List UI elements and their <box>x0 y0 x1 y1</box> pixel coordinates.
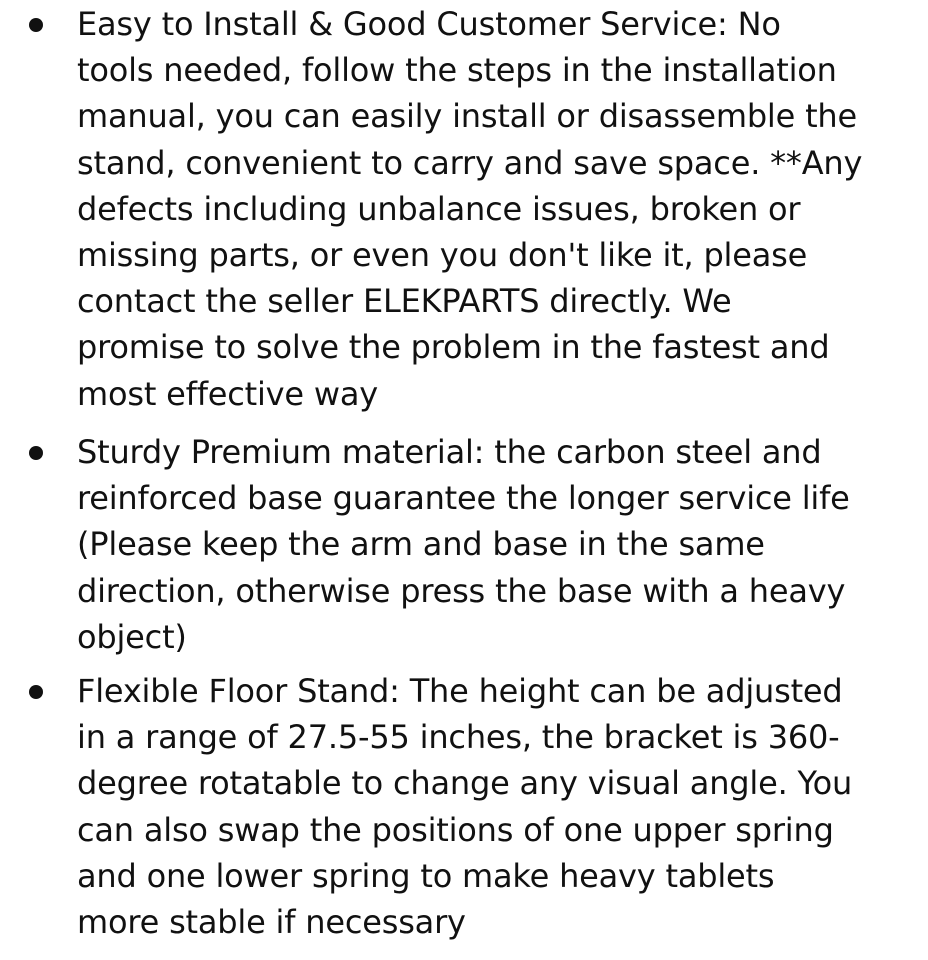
text-line: tools needed, follow the steps in the installation <box>77 51 837 90</box>
text-line: direction, otherwise press the base with a heavy <box>77 571 846 610</box>
text-line: can also swap the positions of one upper spring <box>77 810 834 849</box>
bullet-dot <box>29 18 43 32</box>
bullet-text <box>77 1 917 417</box>
text-line: Flexible Floor Stand: The height can be adjusted <box>77 672 843 710</box>
text-line: Sturdy Premium material: the carbon steel and <box>77 433 822 471</box>
text-line: contact the seller ELEKPARTS directly. We <box>77 282 732 321</box>
text-line: defects including unbalance issues, broken or <box>77 189 801 228</box>
text-line: more stable if necessary <box>77 903 466 942</box>
bullet-text <box>77 429 917 660</box>
bullet-dot <box>29 446 43 460</box>
text-line: object) <box>77 617 187 656</box>
text-line: promise to solve the problem in the fastest and <box>77 328 830 367</box>
text-line: most effective way <box>77 374 378 413</box>
text-line: reinforced base guarantee the longer service life <box>77 479 850 518</box>
text-line: missing parts, or even you don't like it, please <box>77 236 808 275</box>
bullet-text <box>77 668 917 945</box>
text-line: manual, you can easily install or disassemble the <box>77 97 857 136</box>
text-line: Easy to Install & Good Customer Service: No <box>77 5 781 43</box>
text-line: and one lower spring to make heavy tablets <box>77 856 775 895</box>
text-line: in a range of 27.5-55 inches, the bracket is 360- <box>77 718 840 757</box>
text-line: (Please keep the arm and base in the same <box>77 525 765 564</box>
text-line: degree rotatable to change any visual angle. You <box>77 764 853 803</box>
text-line: stand, convenient to carry and save space. **Any <box>77 143 863 182</box>
bullet-dot <box>29 685 43 699</box>
